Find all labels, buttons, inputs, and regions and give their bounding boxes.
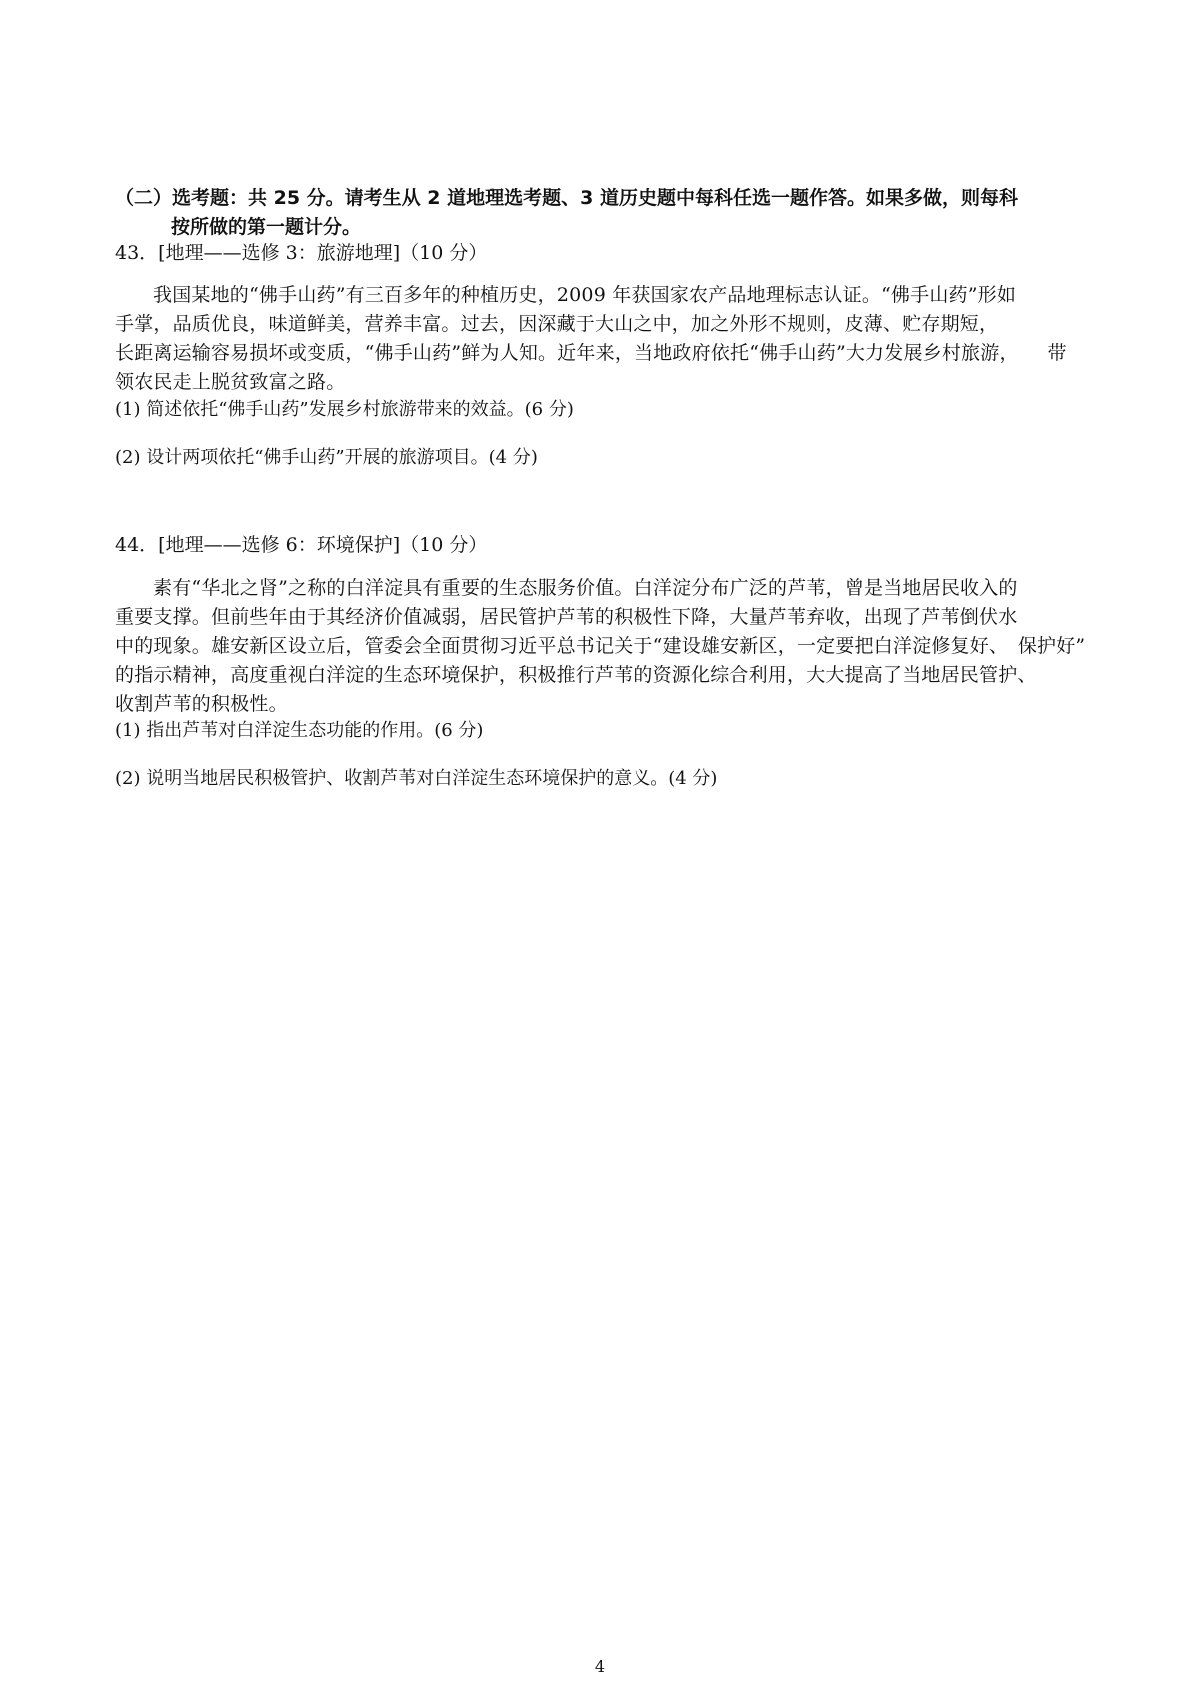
question-43-passage bbox=[115, 281, 1100, 397]
section-heading-line-2: 按所做的第一题计分。 bbox=[171, 216, 362, 238]
passage-line: 中的现象。雄安新区设立后，管委会全面贯彻习近平总书记关于“建设雄安新区，一定要把白洋淀修复好、 保护好” bbox=[115, 635, 1086, 657]
page-number: 4 bbox=[594, 1657, 606, 1676]
passage-line: 重要支撑。但前些年由于其经济价值减弱，居民管护芦苇的积极性下降，大量芦苇弃收，出现了芦苇倒伏水 bbox=[115, 606, 1018, 628]
question-43-title: 43．[地理——选修 3：旅游地理]（10 分） bbox=[115, 242, 488, 264]
question-44-title: 44．[地理——选修 6：环境保护]（10 分） bbox=[115, 534, 488, 556]
question-44-passage bbox=[115, 574, 1100, 719]
passage-line: 我国某地的“佛手山药”有三百多年的种植历史，2009 年获国家农产品地理标志认证。“佛手山药”形如 bbox=[153, 284, 1017, 306]
question-43-subquestion-2: (2) 设计两项依托“佛手山药”开展的旅游项目。(4 分) bbox=[115, 447, 538, 468]
passage-line: 领农民走上脱贫致富之路。 bbox=[115, 371, 346, 393]
section-heading bbox=[115, 184, 1095, 242]
passage-line: 手掌，品质优良，味道鲜美，营养丰富。过去，因深藏于大山之中，加之外形不规则，皮薄、贮存期短， bbox=[115, 313, 999, 335]
section-heading-line-1: （二）选考题：共 25 分。请考生从 2 道地理选考题、3 道历史题中每科任选一题作答。如果多做，则每科 bbox=[115, 187, 1018, 209]
question-43-subquestion-1: (1) 简述依托“佛手山药”发展乡村旅游带来的效益。(6 分) bbox=[115, 399, 574, 420]
question-44-subquestion-2: (2) 说明当地居民积极管护、收割芦苇对白洋淀生态环境保护的意义。(4 分) bbox=[115, 768, 718, 789]
passage-line: 的指示精神，高度重视白洋淀的生态环境保护，积极推行芦苇的资源化综合利用，大大提高了当地居民管护、 bbox=[115, 664, 1037, 686]
passage-line: 素有“华北之肾”之称的白洋淀具有重要的生态服务价值。白洋淀分布广泛的芦苇，曾是当地居民收入的 bbox=[153, 577, 1018, 599]
passage-line: 收割芦苇的积极性。 bbox=[115, 693, 288, 715]
question-44-subquestion-1: (1) 指出芦苇对白洋淀生态功能的作用。(6 分) bbox=[115, 720, 484, 741]
passage-line: 长距离运输容易损坏或变质，“佛手山药”鲜为人知。近年来，当地政府依托“佛手山药”大力发展乡村旅游， 带 bbox=[115, 342, 1067, 364]
